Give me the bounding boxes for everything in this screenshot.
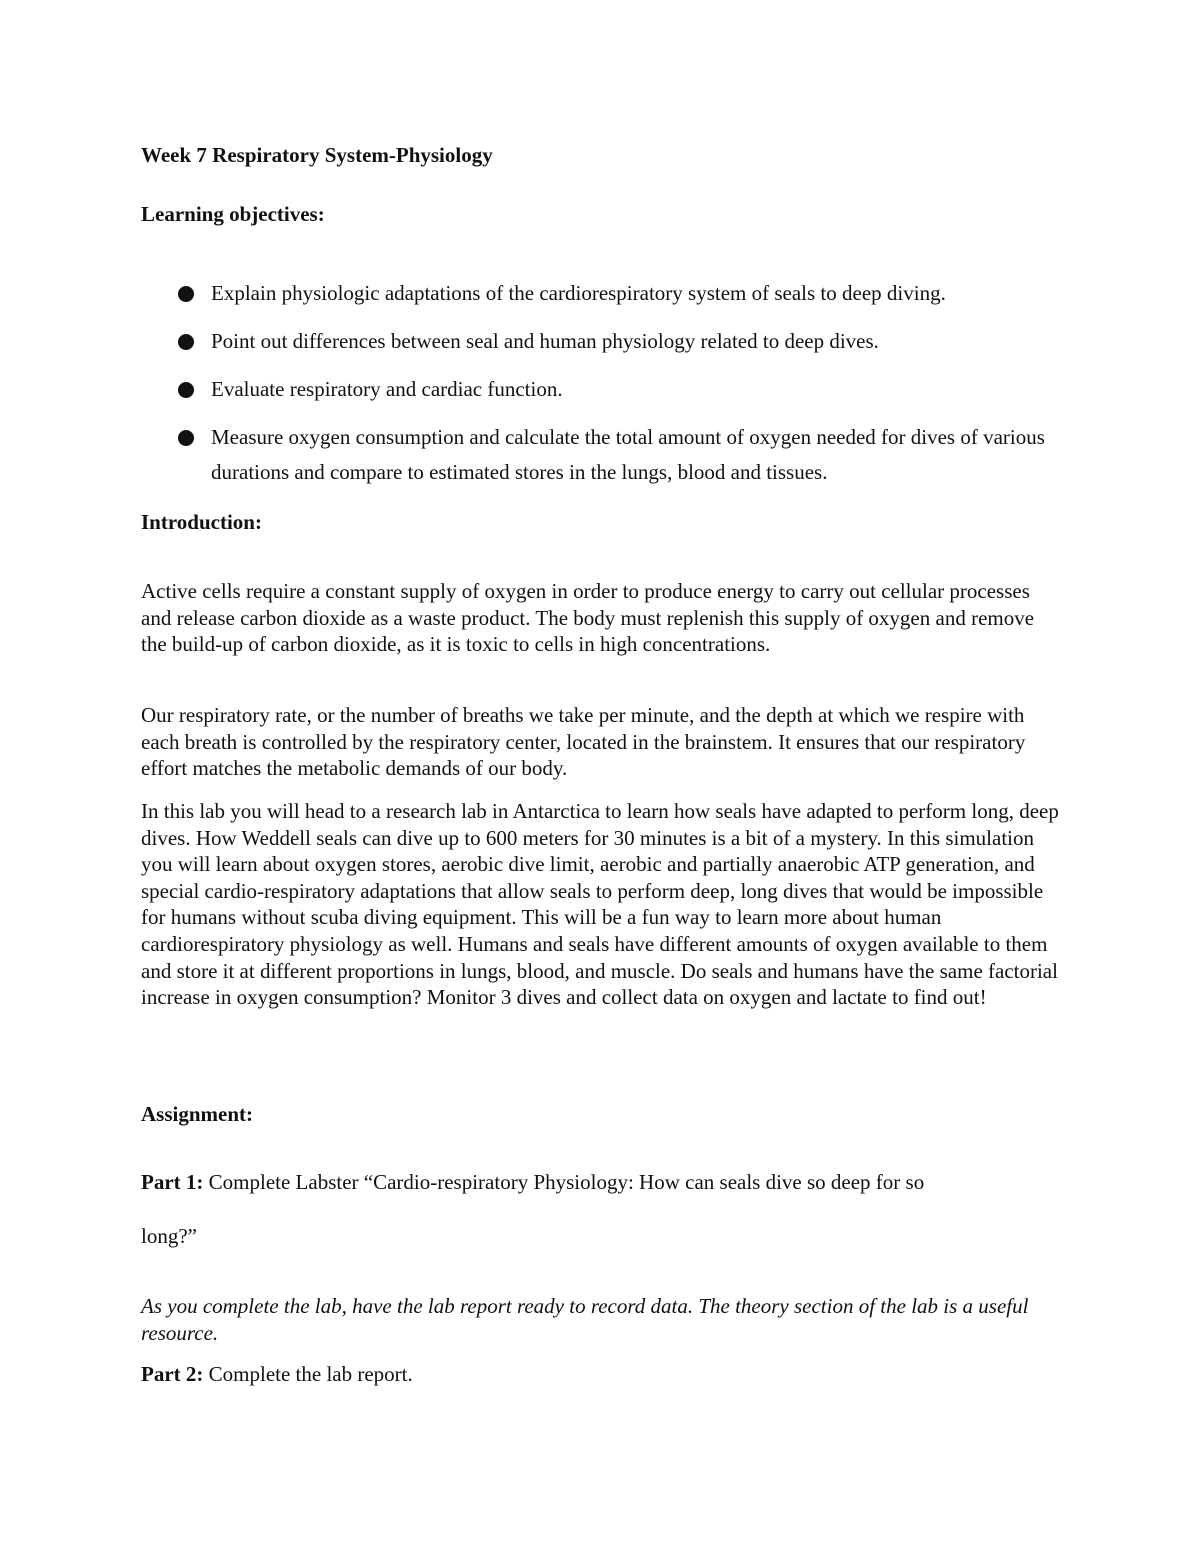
part-1-text: Complete Labster “Cardio-respiratory Physiology: How can seals dive so deep for so: [208, 1170, 925, 1194]
part-2-line: [141, 1362, 413, 1387]
lab-report-note: As you complete the lab, have the lab report ready to record data. The theory section of the lab is a useful resource.: [141, 1294, 1029, 1345]
bullet-icon: [178, 334, 194, 350]
list-item: [171, 420, 1051, 490]
list-item: [171, 324, 1051, 359]
intro-paragraph-2: Our respiratory rate, or the number of breaths we take per minute, and the depth at which we respire with each breath is controlled by the respiratory center, located in the brainstem. It ensures that our respiratory effort matches the metabolic demands of our body.: [141, 703, 1026, 781]
objective-text: Evaluate respiratory and cardiac function.: [211, 377, 563, 401]
page-title: Week 7 Respiratory System-Physiology: [141, 143, 493, 167]
assignment-heading: Assignment:: [141, 1102, 254, 1126]
bullet-icon: [178, 382, 194, 398]
part-1-line: [141, 1170, 924, 1195]
introduction-heading: Introduction:: [141, 510, 262, 534]
intro-paragraph-1: Active cells require a constant supply of oxygen in order to produce energy to carry out cellular processes and release carbon dioxide as a waste product. The body must replenish this supply of oxygen and remove the build-up of carbon dioxide, as it is toxic to cells in high concentrations.: [141, 579, 1035, 657]
intro-paragraph-3: In this lab you will head to a research lab in Antarctica to learn how seals have adapted to perform long, deep dives. How Weddell seals can dive up to 600 meters for 30 minutes is a bit of a mystery. In this simulation you will learn about oxygen stores, aerobic dive limit, aerobic and partially anaerobic ATP generation, and special cardio-respiratory adaptations that allow seals to perform deep, long dives that would be impossible for humans without scuba diving equipment. This will be a fun way to learn more about human cardiorespiratory physiology as well. Humans and seals have different amounts of oxygen available to them and store it at different proportions in lungs, blood, and muscle. Do seals and humans have the same factorial increase in oxygen consumption? Monitor 3 dives and collect data on oxygen and lactate to find out!: [141, 799, 1059, 1010]
part-2-label: Part 2:: [141, 1362, 204, 1386]
objective-text: Point out differences between seal and human physiology related to deep dives.: [211, 329, 879, 353]
part-2-text: Complete the lab report.: [208, 1362, 413, 1386]
bullet-icon: [178, 286, 194, 302]
objective-text: Measure oxygen consumption and calculate the total amount of oxygen needed for dives of various durations and compare to estimated stores in the lungs, blood and tissues.: [211, 425, 1045, 484]
bullet-icon: [178, 430, 194, 446]
objective-text: Explain physiologic adaptations of the cardiorespiratory system of seals to deep diving.: [211, 281, 946, 305]
learning-objectives-list: [171, 276, 1051, 503]
learning-objectives-heading: Learning objectives:: [141, 202, 325, 226]
list-item: [171, 372, 1051, 407]
part-1-continuation: long?”: [141, 1224, 197, 1248]
part-1-label: Part 1:: [141, 1170, 204, 1194]
list-item: [171, 276, 1051, 311]
